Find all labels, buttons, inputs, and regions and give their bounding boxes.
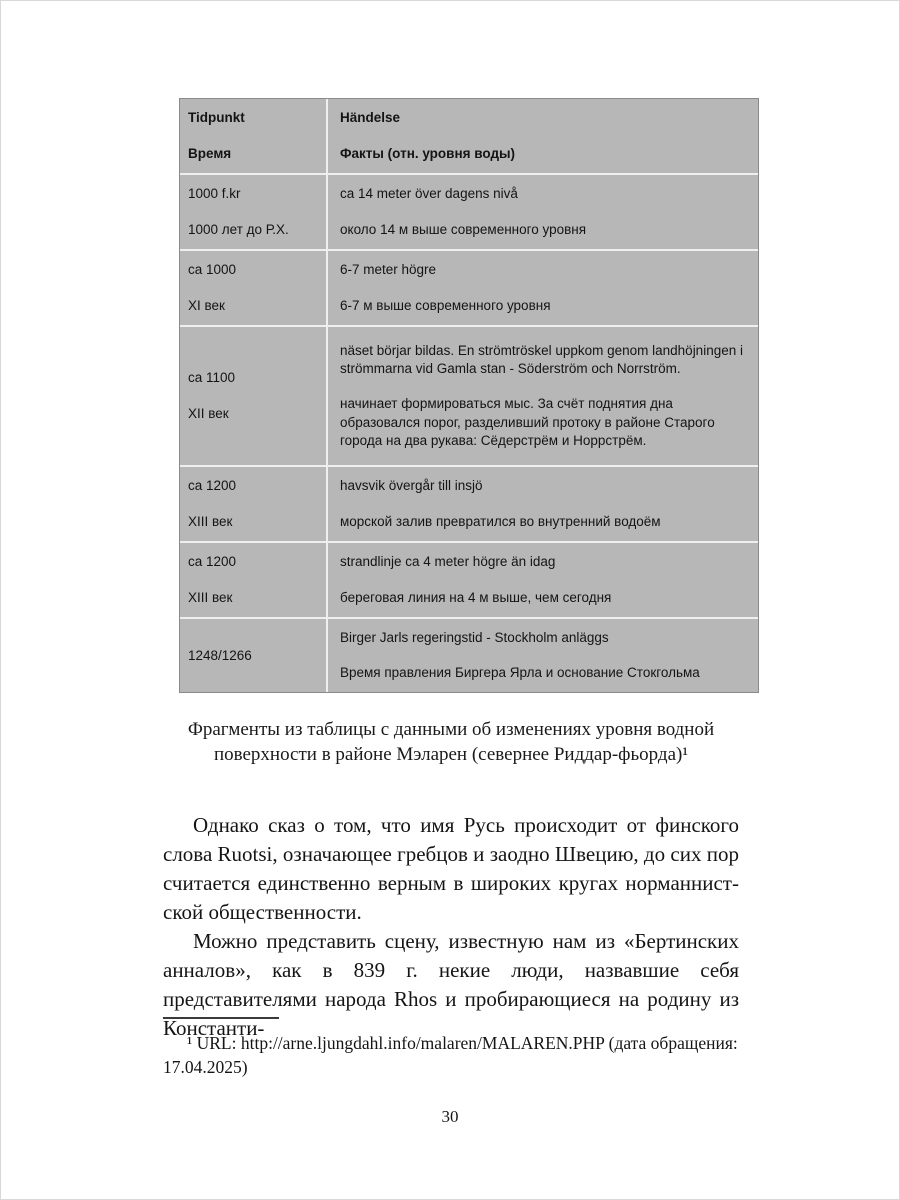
header-cell-time [180,99,328,173]
cell-time [180,251,328,325]
cell-event [328,543,758,617]
table-caption: Фрагменты из таблицы с данными об изменениях уровня водной поверхности в районе Мэларен (севернее Риддар-фьорда)¹ [187,719,715,765]
cell-event [328,467,758,541]
table-row [180,327,758,465]
time-sv: ca 1100 [188,370,236,386]
header-time-ru: Время [188,145,232,161]
cell-time [180,467,328,541]
cell-event [328,619,758,692]
header-event-ru: Факты (отн. уровня воды) [340,145,516,161]
table-header-row [180,99,758,173]
event-ru: морской залив превратился во внутренний водоём [340,513,661,529]
time-sv: 1248/1266 [188,647,252,663]
table-row [180,467,758,541]
event-sv: havsvik övergår till insjö [340,478,483,494]
cell-time [180,619,328,692]
time-ru: XIII век [188,589,233,605]
event-sv: ca 14 meter över dagens nivå [340,186,518,202]
table-row [180,543,758,617]
paragraph-2: Можно представить сцену, известную нам из «Бертинских анналов», как в 839 г. некие люди, назвавшие себя представителями народа Rhos и пробирающиеся на родину из Константи- [163,929,739,1040]
table-row [180,251,758,325]
event-ru: Время правления Биргера Ярла и основание Стокгольма [340,665,700,681]
header-time-sv: Tidpunkt [188,110,245,126]
cell-event [328,175,758,249]
time-sv: 1000 f.kr [188,186,241,202]
time-sv: ca 1000 [188,262,237,278]
time-sv: ca 1200 [188,554,237,570]
table-row [180,175,758,249]
page-number: 30 [441,1107,459,1126]
event-ru: около 14 м выше современного уровня [340,221,587,237]
event-sv: strandlinje ca 4 meter högre än idag [340,554,556,570]
time-ru: XII век [188,405,229,421]
body-text [163,811,739,1043]
cell-event [328,251,758,325]
event-ru: начинает формироваться мыс. За счёт поднятия дна образовался порог, разделивший протоку в районе Старого города на два рукава: Сёдерстрём и Норрстрём. [340,396,715,448]
cell-event [328,327,758,465]
header-cell-event [328,99,758,173]
event-sv: näset börjar bildas. En strömtröskel uppkom genom landhöjningen i strömmarna vid Gamla stan - Söderström och Norrström. [340,342,743,377]
event-ru: 6-7 м выше современного уровня [340,297,551,313]
footnote-divider [163,1017,279,1019]
time-ru: XI век [188,297,225,313]
water-level-table [179,98,759,693]
table-row [180,619,758,692]
cell-time [180,327,328,465]
header-event-sv: Händelse [340,110,401,126]
event-ru: береговая линия на 4 м выше, чем сегодня [340,589,612,605]
time-ru: 1000 лет до Р.Х. [188,221,289,237]
footnote [163,1017,739,1079]
event-sv: Birger Jarls regeringstid - Stockholm anläggs [340,630,609,645]
time-sv: ca 1200 [188,478,237,494]
event-sv: 6-7 meter högre [340,262,437,278]
cell-time [180,543,328,617]
footnote-text: ¹ URL: http://arne.ljungdahl.info/malaren/MALAREN.PHP (дата обращения: 17.04.2025) [163,1033,738,1077]
time-ru: XIII век [188,513,233,529]
paragraph-1: Однако сказ о том, что имя Русь происходит от финского слова Ruotsi, означающее гребцов и заодно Швецию, до сих пор считается единственно верным в широких кругах норманнистской общественности. [163,813,739,924]
cell-time [180,175,328,249]
